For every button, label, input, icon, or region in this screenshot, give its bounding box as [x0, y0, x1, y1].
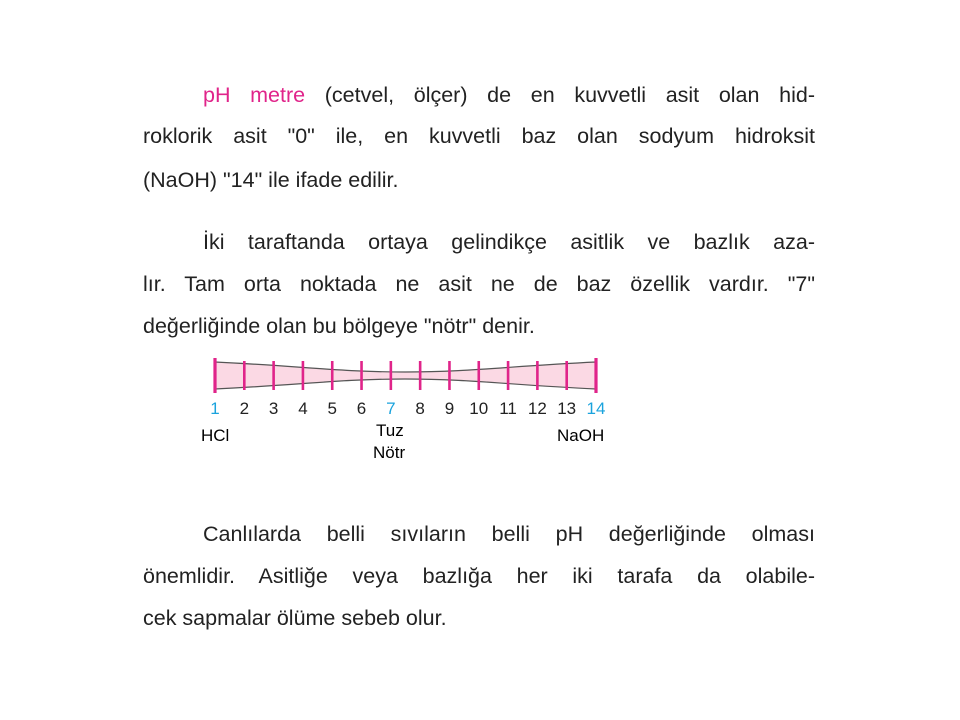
ph-number-7: 7 — [386, 399, 396, 418]
ph-number-4: 4 — [298, 399, 308, 418]
naoh-label: NaOH — [557, 426, 605, 445]
salt-label: Tuz — [376, 421, 404, 440]
ph-number-group — [210, 399, 605, 418]
ph-number-3: 3 — [268, 399, 279, 418]
ph-metre-highlight: pH metre — [203, 83, 306, 107]
paragraph-2-line-3: değerliğinde olan bu bölgeye "nötr" denir. — [143, 314, 535, 338]
ph-number-10: 10 — [469, 399, 489, 418]
ph-number-8: 8 — [415, 399, 425, 418]
paragraph-1-line-2: roklorik asit "0" ile, en kuvvetli baz olan sodyum hidroksit — [143, 124, 815, 148]
ph-number-13: 13 — [557, 399, 577, 418]
paragraph-3-line-3: cek sapmalar ölüme sebeb olur. — [143, 606, 447, 630]
paragraph-2-line-1: İki taraftanda ortaya gelindikçe asitlik ve bazlık aza- — [203, 230, 815, 254]
ph-number-9: 9 — [444, 399, 455, 418]
hcl-label: HCl — [201, 426, 230, 445]
neutral-label: Nötr — [373, 443, 406, 462]
ph-number-14: 14 — [586, 399, 606, 418]
paragraph-2-line-2: lır. Tam orta noktada ne asit ne de baz özellik vardır. "7" — [143, 272, 815, 296]
ph-scale-band — [215, 362, 596, 389]
ph-number-1: 1 — [210, 399, 220, 418]
ph-number-12: 12 — [527, 399, 547, 418]
paragraph-3-line-2: önemlidir. Asitliğe veya bazlığa her iki tarafa da olabile- — [143, 564, 815, 588]
ph-number-11: 11 — [499, 399, 517, 418]
ph-tick-group — [215, 358, 596, 393]
ph-number-5: 5 — [327, 399, 337, 418]
ph-number-2: 2 — [239, 399, 250, 418]
paragraph-3-line-1: Canlılarda belli sıvıların belli pH değerliğinde olması — [203, 522, 815, 546]
paragraph-1-line-1-rest: (cetvel, ölçer) de en kuvvetli asit olan hid- — [305, 83, 815, 107]
paragraph-1-line-3: (NaOH) "14" ile ifade edilir. — [143, 168, 399, 192]
ph-number-6: 6 — [356, 399, 367, 418]
paragraph-1-line-1 — [143, 75, 815, 115]
